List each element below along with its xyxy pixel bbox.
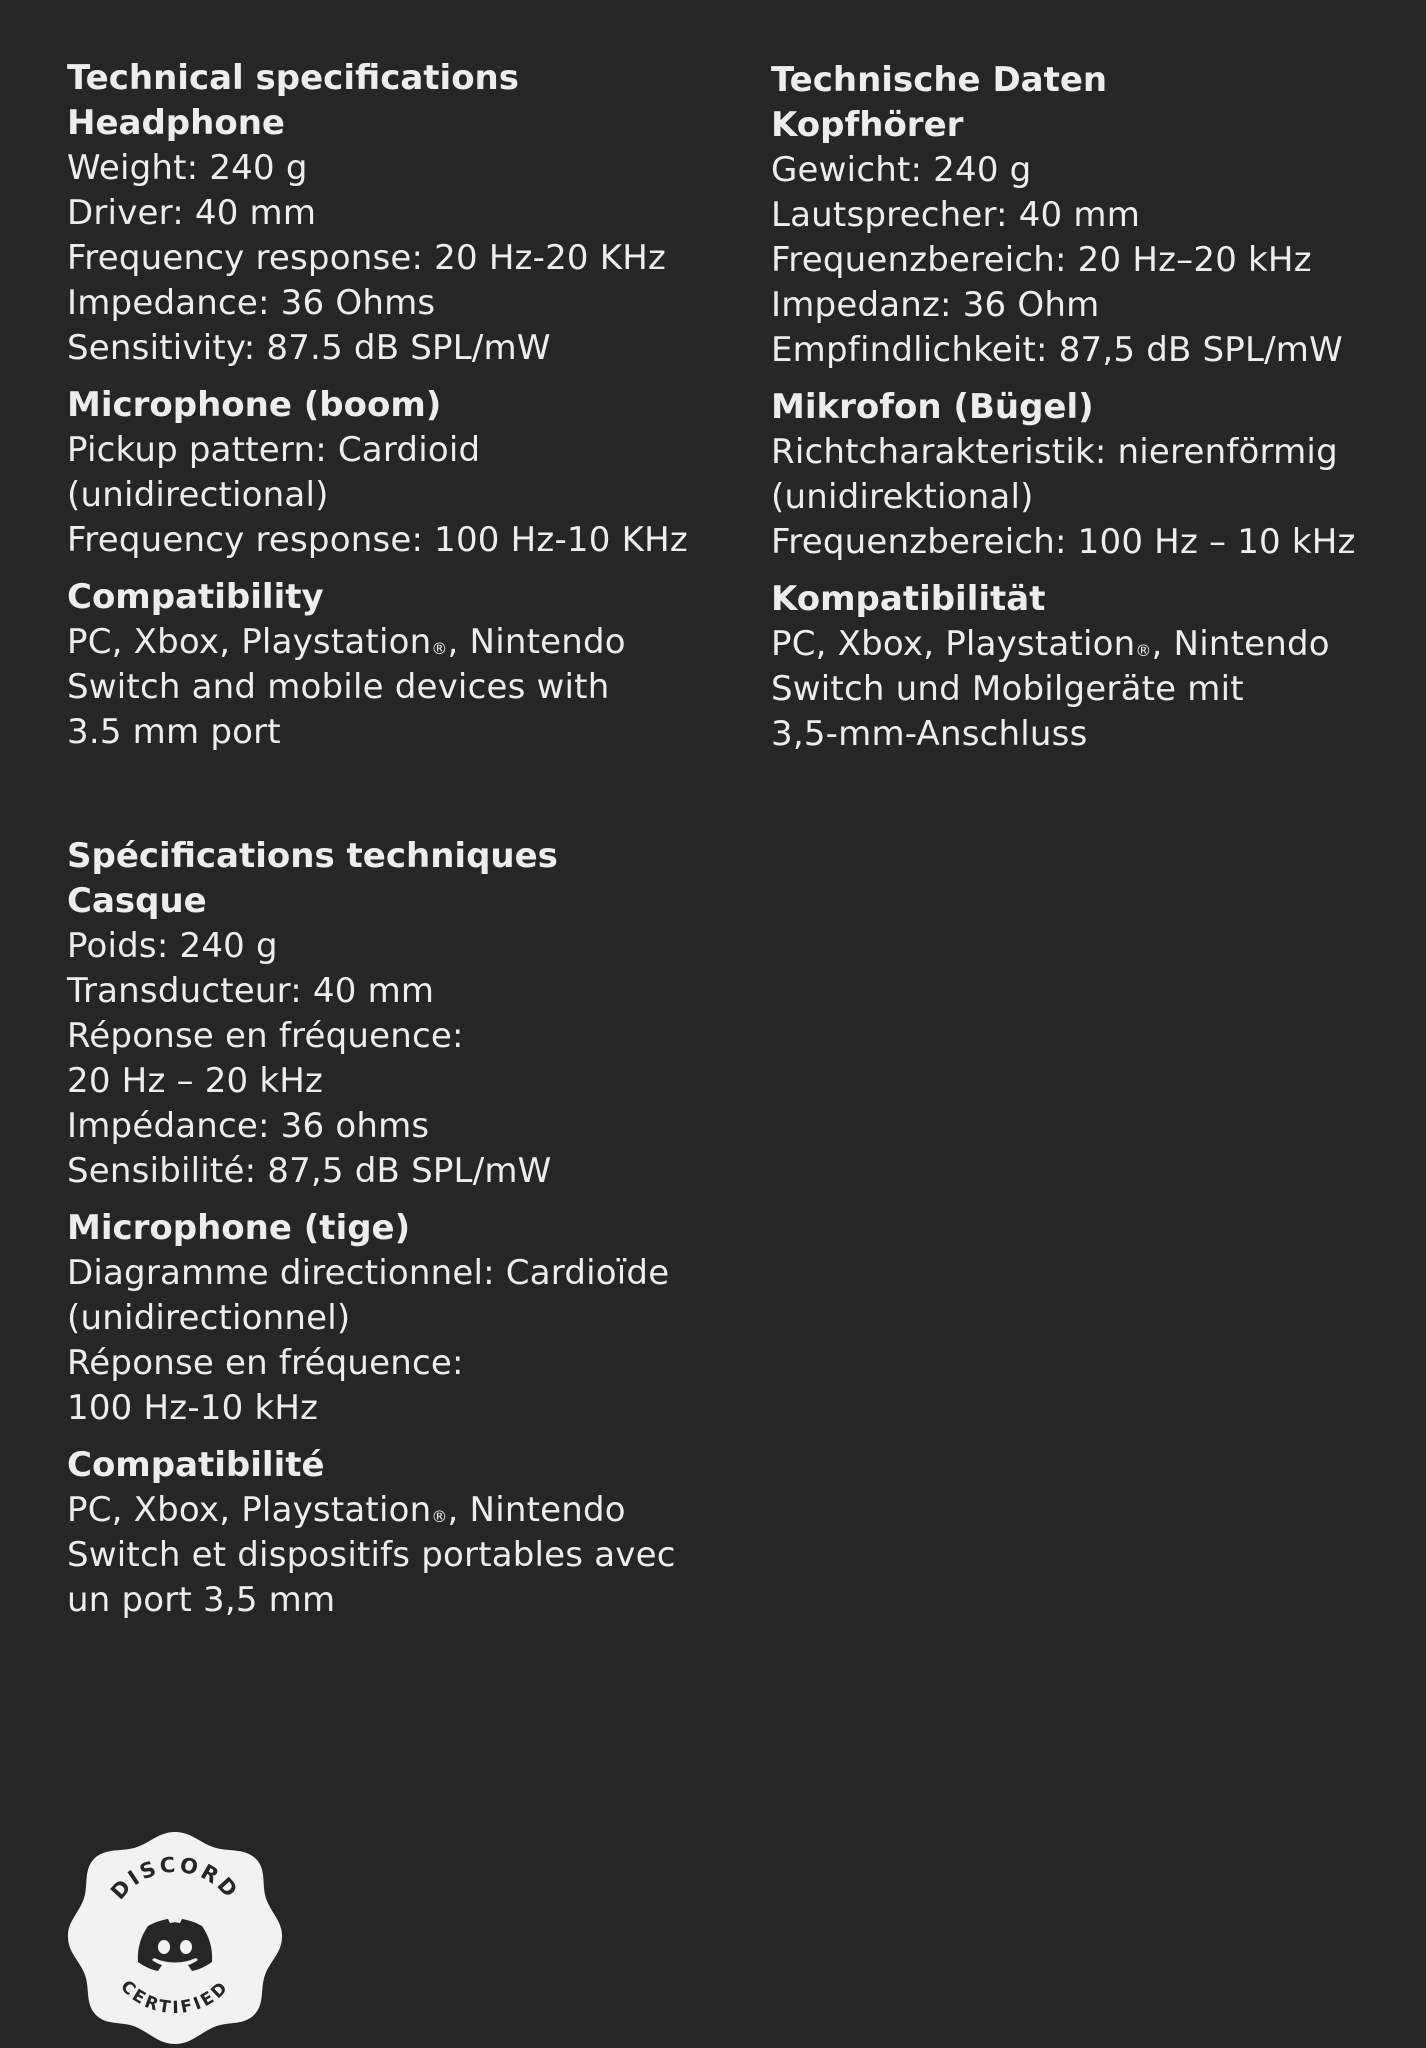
spec-line: Switch et dispositifs portables avec	[67, 1535, 676, 1575]
section-heading: Mikrofon (Bügel)	[771, 387, 1094, 427]
section-compatibility	[67, 575, 727, 755]
spec-block-french	[67, 834, 727, 1623]
block-title: Technical specifications	[67, 58, 519, 98]
spec-line: Switch und Mobilgeräte mit	[771, 669, 1244, 709]
spec-line: Poids: 240 g	[67, 926, 278, 966]
spec-line: Richtcharakteristik: nierenförmig	[771, 432, 1338, 472]
spec-line: (unidirectional)	[67, 475, 329, 515]
spec-line: Impédance: 36 ohms	[67, 1106, 430, 1146]
discord-certified-badge	[64, 1826, 286, 2048]
section-heading: Casque	[67, 881, 207, 921]
section-microphone	[67, 383, 727, 563]
spec-block-english	[67, 56, 727, 755]
section-heading: Kopfhörer	[771, 105, 964, 145]
spec-line: Frequency response: 20 Hz-20 KHz	[67, 238, 667, 278]
badge-top-text: DISCORD	[106, 1852, 244, 1905]
section-headphone	[67, 879, 727, 1194]
spec-line: PC, Xbox, Playstation®, Nintendo	[771, 624, 1330, 664]
registered-mark: ®	[431, 639, 448, 658]
spec-line: Réponse en fréquence:	[67, 1343, 464, 1383]
spec-line: Frequenzbereich: 20 Hz–20 kHz	[771, 240, 1312, 280]
spec-line: Gewicht: 240 g	[771, 150, 1032, 190]
registered-mark: ®	[431, 1507, 448, 1526]
section-microphone	[771, 385, 1426, 565]
spec-line: (unidirektional)	[771, 477, 1034, 517]
spec-line: 20 Hz – 20 kHz	[67, 1061, 324, 1101]
spec-line: Sensitivity: 87.5 dB SPL/mW	[67, 328, 551, 368]
section-compatibility	[67, 1443, 727, 1623]
section-heading: Headphone	[67, 103, 285, 143]
block-title: Technische Daten	[771, 60, 1108, 100]
registered-mark: ®	[1135, 641, 1152, 660]
section-compatibility	[771, 577, 1426, 757]
section-heading: Microphone (tige)	[67, 1208, 411, 1248]
spec-line: Switch and mobile devices with	[67, 667, 610, 707]
spec-line: PC, Xbox, Playstation®, Nintendo	[67, 622, 626, 662]
section-heading: Kompatibilität	[771, 579, 1046, 619]
section-heading: Microphone (boom)	[67, 385, 442, 425]
spec-line: Empfindlichkeit: 87,5 dB SPL/mW	[771, 330, 1343, 370]
spec-line: Frequenzbereich: 100 Hz – 10 kHz	[771, 522, 1356, 562]
section-microphone	[67, 1206, 727, 1431]
spec-line: Impedance: 36 Ohms	[67, 283, 436, 323]
spec-line: un port 3,5 mm	[67, 1580, 336, 1620]
spec-line: Impedanz: 36 Ohm	[771, 285, 1100, 325]
block-title: Spécifications techniques	[67, 836, 558, 876]
spec-line: (unidirectionnel)	[67, 1298, 351, 1338]
spec-line: Réponse en fréquence:	[67, 1016, 464, 1056]
spec-line: 3.5 mm port	[67, 712, 281, 752]
spec-line: Diagramme directionnel: Cardioïde	[67, 1253, 670, 1293]
spec-line: Driver: 40 mm	[67, 193, 317, 233]
spec-line: Sensibilité: 87,5 dB SPL/mW	[67, 1151, 552, 1191]
section-heading: Compatibilité	[67, 1445, 325, 1485]
spec-line: Weight: 240 g	[67, 148, 308, 188]
spec-line: PC, Xbox, Playstation®, Nintendo	[67, 1490, 626, 1530]
spec-block-german	[771, 58, 1426, 757]
spec-line: 100 Hz-10 kHz	[67, 1388, 319, 1428]
spec-line: Frequency response: 100 Hz-10 KHz	[67, 520, 688, 560]
spec-line: Lautsprecher: 40 mm	[771, 195, 1141, 235]
section-heading: Compatibility	[67, 577, 324, 617]
spec-line: Transducteur: 40 mm	[67, 971, 435, 1011]
section-headphone	[67, 101, 727, 371]
badge-bottom-text: CERTIFIED	[116, 1976, 234, 2019]
section-headphone	[771, 103, 1426, 373]
spec-line: 3,5-mm-Anschluss	[771, 714, 1088, 754]
spec-line: Pickup pattern: Cardioid	[67, 430, 481, 470]
